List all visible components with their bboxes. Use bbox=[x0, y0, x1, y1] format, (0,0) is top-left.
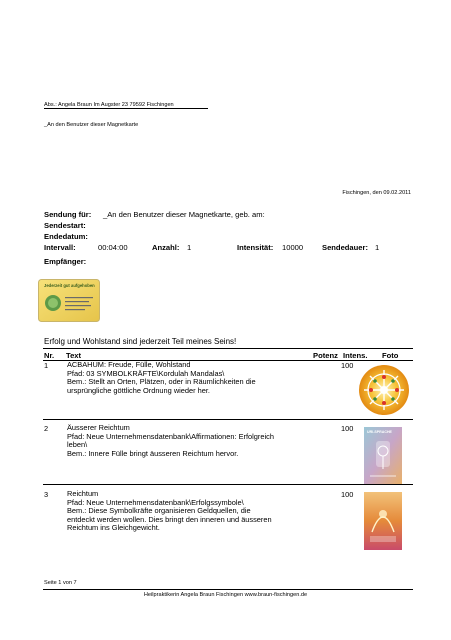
magnet-card-image bbox=[38, 279, 100, 322]
page-number: Seite 1 von 7 bbox=[44, 580, 77, 586]
row-number: 2 bbox=[44, 424, 49, 433]
row-note: Reichtum ins Gleichgewicht. bbox=[67, 523, 160, 533]
row-path: Pfad: 03 SYMBOLKRÄFTE\Kordulah Mandalas\ bbox=[67, 368, 225, 378]
row-text bbox=[67, 361, 307, 395]
empfaenger-label: Empfänger: bbox=[44, 257, 87, 266]
row-text bbox=[67, 424, 307, 458]
anzahl-value: 1 bbox=[187, 243, 192, 252]
col-foto: Foto bbox=[382, 350, 399, 360]
row-note: Bem.: Innere Fülle bringt äusseren Reichtum hervor. bbox=[67, 448, 239, 458]
sendedauer-label: Sendedauer: bbox=[322, 243, 368, 252]
sendestart-label: Sendestart: bbox=[44, 221, 86, 230]
row-intensity: 100 bbox=[341, 424, 354, 433]
card-caption: URI-SPRACHE bbox=[367, 430, 392, 434]
row-title: Äusserer Reichtum bbox=[67, 423, 130, 432]
row-note: entdeckt werden wollen. Dies bringt den inneren und äusseren bbox=[67, 514, 272, 524]
row-title: ACBAHUM: Freude, Fülle, Wohlstand bbox=[67, 360, 191, 369]
row-number: 3 bbox=[44, 490, 49, 499]
motto-text: Erfolg und Wohlstand sind jederzeit Teil meines Seins! bbox=[44, 337, 237, 346]
row-path: Pfad: Neue Unternehmensdatenbank\Affirmationen: Erfolgreich bbox=[67, 431, 274, 441]
footer-text: Heilpraktikerin Angela Braun Fischingen www.braun-fischingen.de bbox=[143, 592, 308, 598]
row-intensity: 100 bbox=[341, 361, 354, 370]
sender-address: Abs.: Angela Braun Im Augster 23 79592 Fischingen bbox=[44, 102, 208, 109]
anzahl-label: Anzahl: bbox=[152, 243, 180, 252]
intensitaet-value: 10000 bbox=[282, 243, 304, 252]
row-note: Bem.: Stellt an Orten, Plätzen, oder in Räumlichkeiten die bbox=[67, 377, 256, 387]
footer-divider bbox=[43, 589, 413, 590]
col-text: Text bbox=[66, 350, 82, 360]
letter-date: Fischingen, den 09.02.2011 bbox=[342, 190, 411, 196]
row-path: Pfad: Neue Unternehmensdatenbank\Erfolgssymbole\ bbox=[67, 497, 244, 507]
mandala-image bbox=[358, 364, 410, 416]
row-note: Bem.: Diese Symbolkräfte organisieren Geldquellen, die bbox=[67, 506, 251, 516]
recipient-line: _An den Benutzer dieser Magnetkarte bbox=[44, 122, 139, 128]
row-note: ursprüngliche göttliche Ordnung wieder her. bbox=[67, 385, 210, 395]
intensitaet-label: Intensität: bbox=[237, 243, 274, 252]
sendung-label: Sendung für: bbox=[44, 210, 92, 219]
col-intens: Intens. bbox=[343, 350, 368, 360]
row-divider bbox=[43, 484, 413, 485]
endedatum-label: Endedatum: bbox=[44, 232, 88, 241]
sendedauer-value: 1 bbox=[375, 243, 380, 252]
intervall-value: 00:04:00 bbox=[98, 243, 128, 252]
intervall-label: Intervall: bbox=[44, 243, 76, 252]
symbol-card-image bbox=[364, 492, 402, 550]
sendung-value: _An den Benutzer dieser Magnetkarte, geb. am: bbox=[103, 210, 265, 219]
card-title: Jederzeit gut aufgehoben bbox=[44, 283, 95, 288]
row-text bbox=[67, 490, 317, 533]
row-path: leben\ bbox=[67, 440, 88, 450]
affirmation-card-image bbox=[364, 427, 402, 484]
row-number: 1 bbox=[44, 361, 49, 370]
row-title: Reichtum bbox=[67, 489, 99, 498]
row-intensity: 100 bbox=[341, 490, 354, 499]
row-divider bbox=[43, 419, 413, 420]
col-potenz: Potenz bbox=[313, 350, 338, 360]
col-nr: Nr. bbox=[44, 350, 55, 360]
